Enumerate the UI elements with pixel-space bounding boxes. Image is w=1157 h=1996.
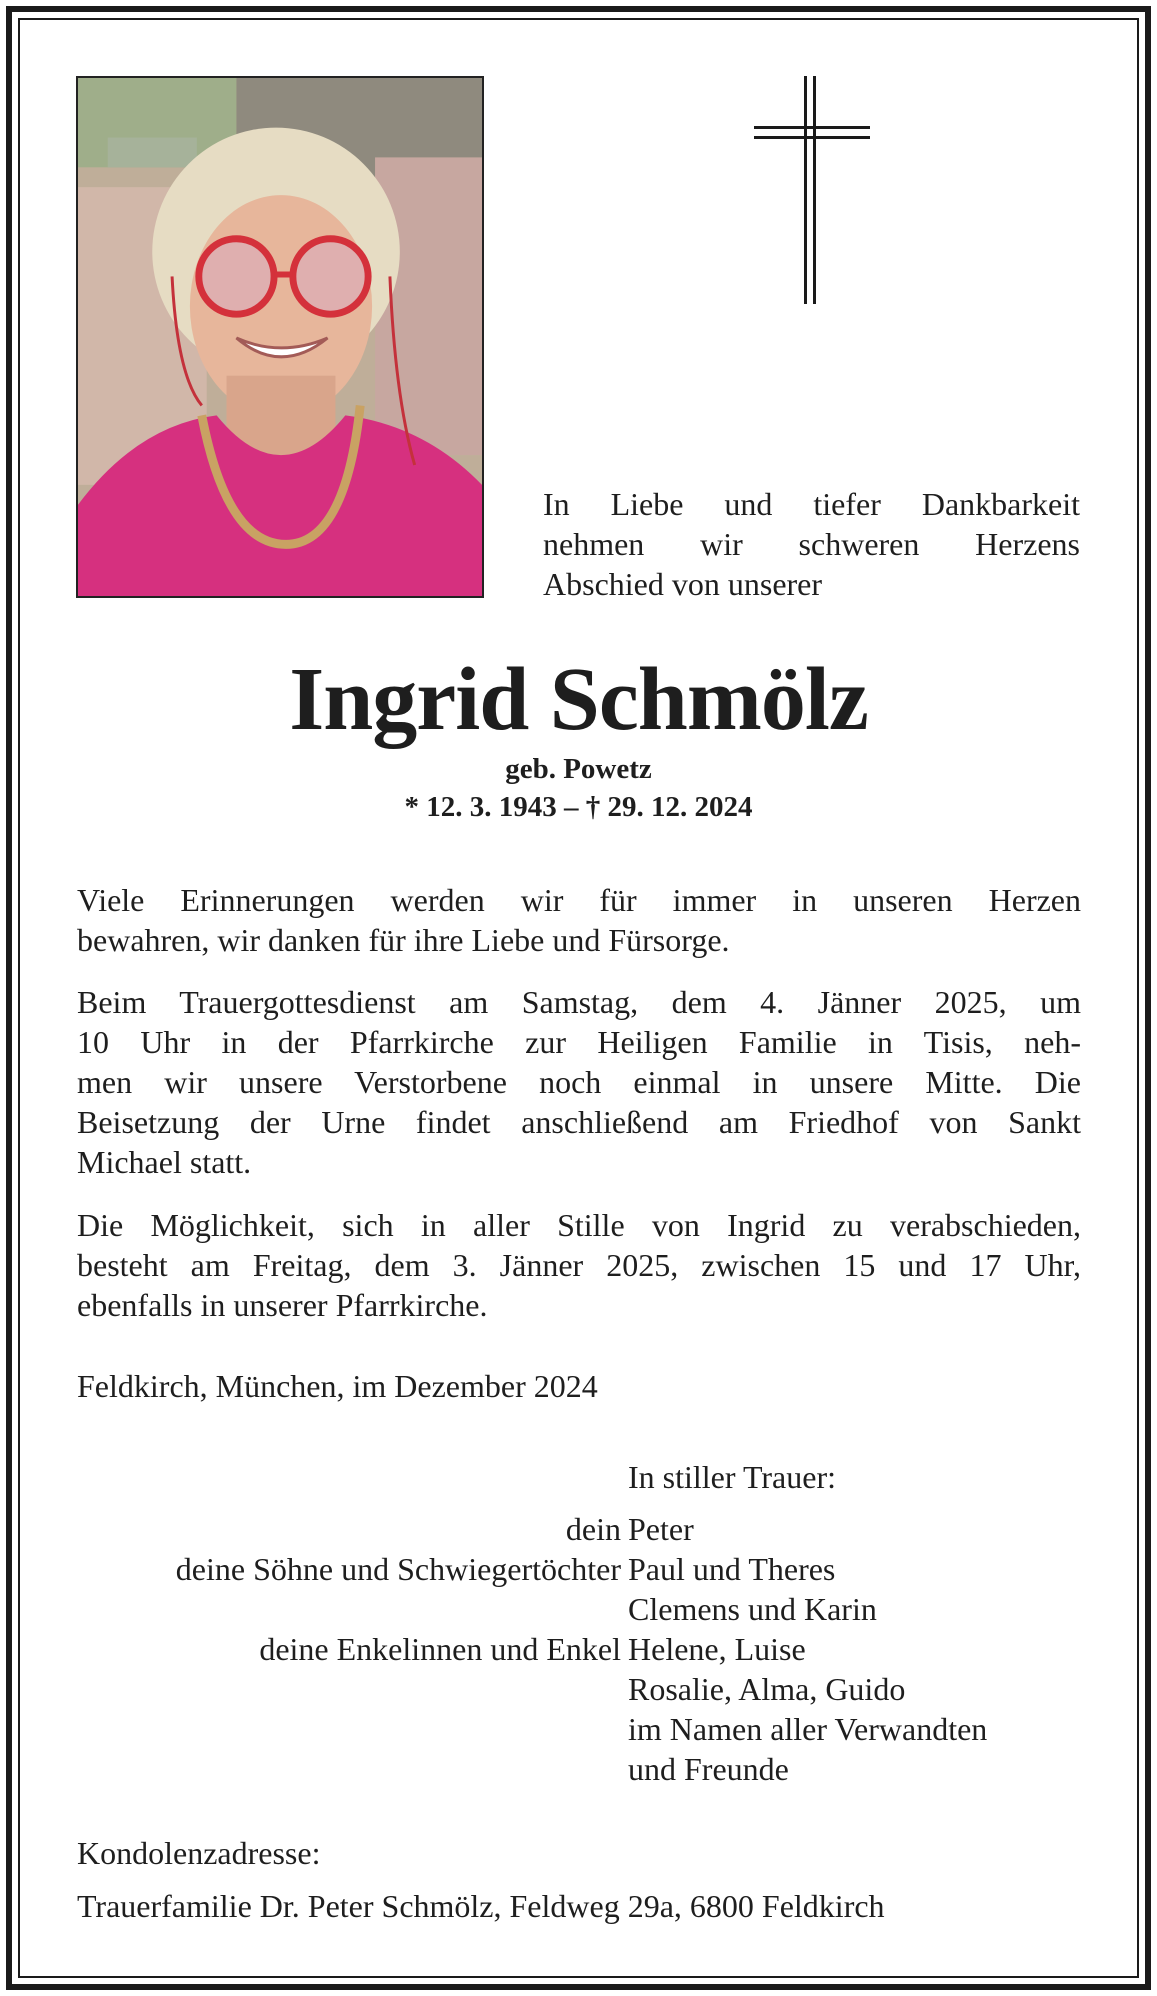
mourner-names: Peter <box>628 1511 694 1547</box>
intro-line: Abschied von unserer <box>543 566 823 602</box>
mourners-heading: In stiller Trauer: <box>628 1459 836 1495</box>
birth-name: geb. Powetz <box>505 753 652 785</box>
latin-cross-icon <box>754 76 870 304</box>
intro-text <box>543 484 1080 604</box>
paragraph-line: bewahren, wir danken für ihre Liebe und Fürsorge. <box>77 922 730 958</box>
paragraph-line: ebenfalls in unserer Pfarrkirche. <box>77 1287 488 1323</box>
mourner-relation: deine Enkelinnen und Enkel <box>259 1631 621 1667</box>
portrait-photo <box>76 76 484 598</box>
paragraph-line: Michael statt. <box>77 1144 252 1180</box>
mourner-names: Paul und Theres <box>628 1551 836 1587</box>
condolence-label: Kondolenzadresse: <box>77 1835 321 1871</box>
paragraph-farewell <box>77 1205 1081 1325</box>
paragraph-line: Beisetzung der Urne findet anschließend am Friedhof von Sankt <box>77 1104 1081 1140</box>
paragraph-memories <box>77 880 1081 960</box>
mourners-list <box>0 1509 1157 1789</box>
mourner-names: und Freunde <box>628 1751 789 1787</box>
intro-line: In Liebe und tiefer Dankbarkeit <box>543 486 1080 522</box>
deceased-name: Ingrid Schmölz <box>289 650 868 749</box>
paragraph-line: 10 Uhr in der Pfarrkirche zur Heiligen Familie in Tisis, neh- <box>77 1024 1081 1060</box>
mourner-relation: deine Söhne und Schwiegertöchter <box>175 1551 621 1587</box>
paragraph-line: Beim Trauergottesdienst am Samstag, dem 4. Jänner 2025, um <box>77 984 1081 1020</box>
paragraph-line: men wir unsere Verstorbene noch einmal in unsere Mitte. Die <box>77 1064 1081 1100</box>
mourner-row <box>0 1509 1157 1549</box>
place-date: Feldkirch, München, im Dezember 2024 <box>77 1368 598 1404</box>
mourner-row <box>0 1629 1157 1669</box>
mourner-names: Clemens und Karin <box>628 1591 877 1627</box>
mourner-names: Rosalie, Alma, Guido <box>628 1671 906 1707</box>
intro-line: nehmen wir schweren Herzens <box>543 526 1080 562</box>
paragraph-line: Die Möglichkeit, sich in aller Stille von Ingrid zu verabschieden, <box>77 1207 1081 1243</box>
mourner-row <box>0 1749 1157 1789</box>
condolence-address: Trauerfamilie Dr. Peter Schmölz, Feldweg 29a, 6800 Feldkirch <box>77 1888 885 1924</box>
mourner-row <box>0 1709 1157 1749</box>
life-dates: * 12. 3. 1943 – † 29. 12. 2024 <box>404 791 753 823</box>
mourner-names: Helene, Luise <box>628 1631 806 1667</box>
paragraph-service <box>77 982 1081 1182</box>
mourner-row <box>0 1549 1157 1589</box>
paragraph-line: besteht am Freitag, dem 3. Jänner 2025, zwischen 15 und 17 Uhr, <box>77 1247 1081 1283</box>
paragraph-line: Viele Erinnerungen werden wir für immer in unseren Herzen <box>77 882 1081 918</box>
mourner-relation: dein <box>565 1511 621 1547</box>
mourner-names: im Namen aller Verwandten <box>628 1711 988 1747</box>
mourner-row <box>0 1669 1157 1709</box>
mourner-row <box>0 1589 1157 1629</box>
